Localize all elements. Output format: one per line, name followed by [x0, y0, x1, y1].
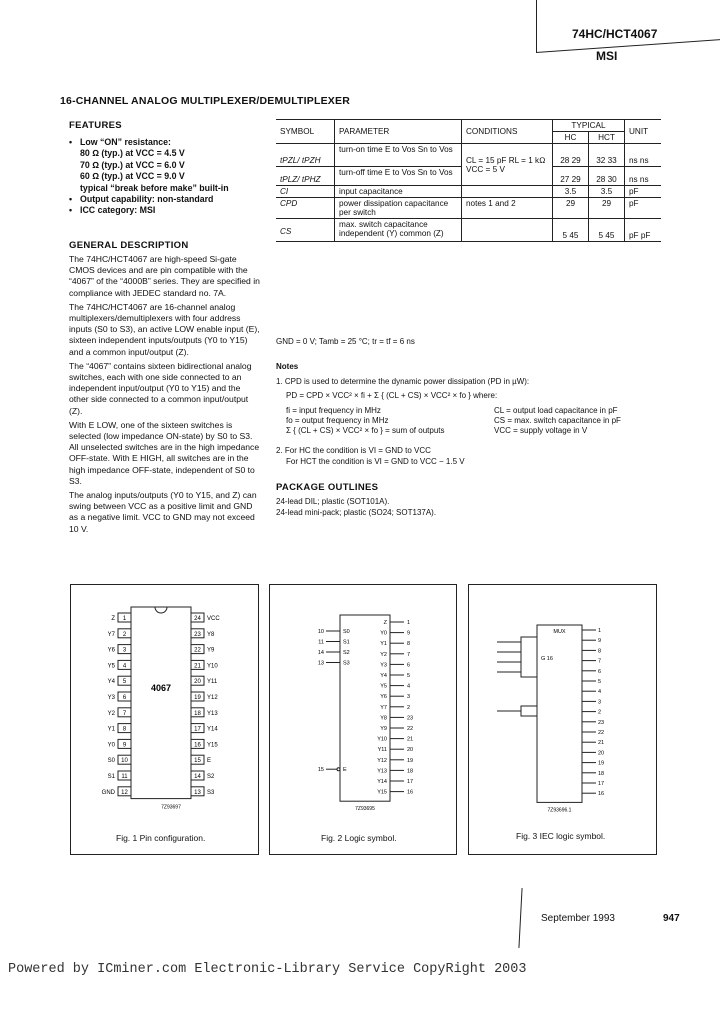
- general-heading: GENERAL DESCRIPTION: [69, 240, 189, 251]
- description-paragraph: The 74HC/HCT4067 are 16-channel analog multiplexers/demultiplexers with four address inputs (S0 to S3), an active LOW enable input (E), sixteen independent inputs/outputs (Y0 to Y15) and a common input/output (Z).: [69, 301, 260, 357]
- fig3-iec-symbol: [469, 585, 654, 815]
- table-cell: input capacitance: [335, 186, 462, 198]
- pin-label: S0: [107, 758, 115, 765]
- input-label: S0: [343, 629, 350, 635]
- table-row: [276, 186, 661, 198]
- output-pin-number: 9: [598, 638, 602, 645]
- table-cell: 28 30: [589, 167, 625, 186]
- mux-block: [537, 625, 582, 802]
- output-pin-number: 21: [407, 736, 414, 743]
- table-cell: pF: [629, 199, 639, 208]
- general-description: [69, 254, 261, 535]
- output-pin-number: 6: [407, 662, 411, 669]
- pin-number: 15: [194, 758, 201, 765]
- note-defs-left: [286, 406, 486, 436]
- output-label: Y1: [380, 641, 387, 648]
- enable-label: E: [343, 767, 347, 774]
- input-pin-number: 10: [317, 629, 324, 635]
- pin-number: 5: [122, 679, 127, 686]
- output-pin-number: 23: [407, 715, 414, 722]
- input-label: S2: [343, 650, 350, 656]
- pin-number: 9: [122, 742, 127, 749]
- pin-number: 2: [122, 631, 127, 638]
- pin-label: Y8: [207, 631, 215, 638]
- pin-label: Y3: [107, 695, 115, 701]
- pin-number: 7: [122, 710, 127, 717]
- table-cell: [462, 186, 553, 198]
- pin-label: S1: [107, 774, 115, 780]
- def-line: VCC = supply voltage in V: [494, 426, 588, 435]
- pin-label: Y1: [107, 726, 115, 733]
- output-pin-number: 16: [407, 789, 414, 796]
- pin-label: Y5: [107, 663, 115, 670]
- features-list: [69, 137, 269, 217]
- output-label: Y13: [377, 768, 387, 775]
- output-pin-number: 2: [407, 704, 411, 711]
- table-cell: pF: [629, 187, 639, 196]
- table-cell: tPLZ/ tPHZ: [276, 167, 335, 186]
- table-row: [276, 219, 661, 242]
- table-cell: ns ns: [629, 156, 649, 165]
- pin-label: Y0: [107, 742, 115, 749]
- pin-label: E: [207, 758, 212, 765]
- output-pin-number: 18: [407, 768, 414, 775]
- output-pin-number: 3: [407, 694, 411, 701]
- table-cell: 32 33: [589, 144, 625, 167]
- feature-item: typical “break before make” built-in: [80, 182, 229, 193]
- pin-number: 19: [194, 695, 201, 701]
- table-cell: 29: [589, 198, 625, 219]
- output-label: Y10: [377, 736, 387, 743]
- table-cell: CS: [276, 219, 335, 242]
- inner-label: G 16: [541, 656, 553, 662]
- col-unit: UNIT: [629, 127, 649, 136]
- output-pin-number: 19: [407, 757, 414, 764]
- col-hc: HC: [553, 132, 589, 144]
- package-line: 24-lead DIL; plastic (SOT101A).: [276, 497, 390, 506]
- table-cell: [462, 219, 553, 242]
- fig1-caption: Fig. 1 Pin configuration.: [116, 833, 206, 843]
- output-label: Y7: [380, 704, 387, 711]
- fig1-pin-diagram: [71, 585, 256, 835]
- pin-label: Y11: [207, 679, 218, 686]
- output-pin-number: 20: [598, 750, 605, 757]
- pin-number: 10: [121, 758, 128, 765]
- pin-label: Y12: [207, 695, 218, 701]
- input-pin-number: 14: [317, 650, 324, 656]
- output-pin-number: 4: [407, 683, 411, 690]
- table-cell: 3.5: [553, 186, 589, 198]
- feature-item: 70 Ω (typ.) at VCC = 6.0 V: [80, 159, 185, 170]
- fig2-logic-symbol: [270, 585, 454, 825]
- input-label: S3: [343, 660, 350, 667]
- table-cell: CL = 15 pF RL = 1 kΩ VCC = 5 V: [462, 144, 553, 186]
- output-pin-number: 23: [598, 719, 605, 726]
- pin-label: S3: [207, 789, 215, 796]
- table-cell: turn-off time E to Vos Sn to Vos: [335, 167, 462, 186]
- col-parameter: PARAMETER: [335, 120, 462, 144]
- pin-number: 14: [194, 774, 201, 780]
- note-2b: For HCT the condition is VI = GND to VCC − 1.5 V: [286, 457, 465, 466]
- pin-number: 24: [194, 616, 201, 622]
- figure-ref: 7Z93697: [161, 804, 181, 811]
- table-cell: pF pF: [629, 231, 651, 240]
- pin-number: 21: [194, 663, 201, 670]
- table-footnote: GND = 0 V; Tamb = 25 °C; tr = tf = 6 ns: [276, 337, 415, 346]
- chip-label: 4067: [150, 682, 172, 693]
- pin-label: GND: [101, 789, 115, 796]
- mux-label: MUX: [553, 629, 566, 635]
- output-pin-number: 21: [598, 740, 605, 747]
- output-pin-number: 4: [598, 689, 602, 696]
- table-cell: notes 1 and 2: [462, 198, 553, 219]
- pin-number: 11: [121, 774, 128, 780]
- pin-number: 6: [122, 695, 127, 701]
- feature-item: 60 Ω (typ.) at VCC = 9.0 V: [80, 171, 185, 182]
- output-label: Y15: [377, 789, 387, 796]
- note-defs-right: [494, 406, 664, 436]
- address-block: [521, 637, 537, 677]
- table-cell: power dissipation capacitance per switch: [335, 198, 462, 219]
- output-label: Y4: [380, 673, 387, 679]
- pin-label: Y10: [207, 663, 218, 670]
- pin-label: Y13: [207, 710, 218, 717]
- pin-label: Z: [111, 616, 115, 622]
- output-pin-number: 8: [407, 641, 411, 648]
- feature-item: 80 Ω (typ.) at VCC = 4.5 V: [80, 148, 185, 159]
- enable-block: [521, 706, 537, 716]
- package-heading: PACKAGE OUTLINES: [276, 482, 379, 493]
- output-label: Y11: [377, 747, 387, 754]
- note-2a: 2. For HC the condition is VI = GND to VCC: [276, 446, 431, 455]
- output-pin-number: 20: [407, 747, 414, 754]
- col-typical: TYPICAL: [553, 120, 625, 132]
- output-pin-number: 17: [407, 779, 414, 785]
- def-line: CL = output load capacitance in pF: [494, 406, 618, 415]
- chip-notch: [155, 607, 167, 613]
- pin-label: VCC: [207, 616, 220, 622]
- col-conditions: CONDITIONS: [462, 120, 553, 144]
- pin-label: Y15: [207, 742, 218, 749]
- table-cell: ns ns: [629, 175, 649, 184]
- pin-label: Y6: [107, 647, 115, 654]
- table-cell: 3.5: [589, 186, 625, 198]
- features-heading: FEATURES: [69, 120, 122, 131]
- output-pin-number: 18: [598, 770, 605, 777]
- pin-number: 1: [122, 616, 127, 622]
- pin-label: Y4: [107, 679, 115, 686]
- feature-item: • Output capability: non-standard: [69, 194, 269, 205]
- figure-ref: 7Z93696.1: [547, 807, 572, 814]
- output-label: Y12: [377, 757, 387, 764]
- def-line: fi = input frequency in MHz: [286, 406, 381, 415]
- footer-date: September 1993: [541, 913, 615, 924]
- table-row: [276, 144, 661, 167]
- pin-number: 13: [194, 789, 201, 796]
- def-line: CS = max. switch capacitance in pF: [494, 416, 621, 425]
- pin-number: 8: [122, 726, 127, 733]
- output-pin-number: 9: [407, 630, 411, 637]
- description-paragraph: The “4067” contains sixteen bidirectional analog switches, each with one side connected to an independent input/output (Y0 to Y15) and the other side connected to a common input/output (Z).: [69, 360, 252, 416]
- quick-reference-table: [276, 119, 661, 242]
- table-cell: 29: [553, 198, 589, 219]
- col-symbol: SYMBOL: [276, 120, 335, 144]
- output-label: Y9: [380, 726, 387, 732]
- output-label: Y5: [380, 683, 387, 690]
- pin-label: Y14: [207, 726, 218, 733]
- note-1: 1. CPD is used to determine the dynamic power dissipation (PD in µW):: [276, 377, 530, 386]
- def-line: Σ { (CL + CS) × VCC² × fo } = sum of outputs: [286, 426, 445, 435]
- figure-ref: 7Z93695: [355, 806, 375, 813]
- page-number: 947: [663, 913, 680, 924]
- page-title: 16-CHANNEL ANALOG MULTIPLEXER/DEMULTIPLEXER: [60, 95, 350, 107]
- notes-heading: Notes: [276, 362, 299, 371]
- package-line: 24-lead mini-pack; plastic (SO24; SOT137A).: [276, 508, 437, 517]
- pin-number: 18: [194, 710, 201, 717]
- input-pin-number: 13: [317, 660, 324, 667]
- pin-label: Y9: [207, 647, 215, 654]
- header-divider: [536, 0, 537, 52]
- output-pin-number: 2: [598, 709, 602, 716]
- pin-number: 22: [194, 647, 201, 654]
- output-pin-number: 22: [407, 726, 414, 732]
- pin-number: 3: [122, 647, 127, 654]
- enable-pin-number: 15: [317, 767, 324, 774]
- output-label: Y3: [380, 662, 387, 669]
- output-pin-number: 3: [598, 699, 602, 706]
- output-pin-number: 5: [407, 673, 411, 679]
- feature-item: • ICC category: MSI: [69, 205, 269, 216]
- table-cell: 28 29: [553, 144, 589, 167]
- output-pin-number: 7: [598, 658, 602, 665]
- table-cell: tPZL/ tPZH: [276, 144, 335, 167]
- table-cell: max. switch capacitance independent (Y) common (Z): [335, 219, 462, 242]
- pin-label: Y7: [107, 631, 115, 638]
- description-paragraph: The analog inputs/outputs (Y0 to Y15, and Z) can swing between VCC as a positive limit and GND as a negative limit. VCC to GND may not exceed 10 V.: [69, 490, 257, 534]
- output-pin-number: 22: [598, 730, 605, 736]
- pin-number: 12: [121, 789, 128, 796]
- output-pin-number: 8: [598, 648, 602, 655]
- input-pin-number: 11: [318, 639, 324, 646]
- input-label: S1: [343, 639, 350, 646]
- output-pin-number: 5: [598, 679, 602, 685]
- part-number: 74HC/HCT4067: [572, 27, 658, 41]
- col-hct: HCT: [589, 132, 625, 144]
- output-pin-number: 1: [407, 620, 411, 626]
- description-paragraph: With E LOW, one of the sixteen switches is selected (low impedance ON-state) by S0 to S3. All unselected switches are in the high impedance OFF-state. With E HIGH, all switches are in the high impedance OFF-state, independent of S0 to S3.: [69, 419, 260, 486]
- table-row: [276, 198, 661, 219]
- output-label: Y2: [380, 651, 387, 658]
- table-cell: 27 29: [553, 167, 589, 186]
- pin-number: 17: [194, 726, 201, 733]
- output-pin-number: 19: [598, 760, 605, 767]
- copyright-line: Powered by ICminer.com Electronic-Library Service CopyRight 2003: [8, 962, 527, 977]
- pin-number: 23: [194, 631, 201, 638]
- table-cell: 5 45: [553, 219, 589, 242]
- output-pin-number: 17: [598, 781, 605, 787]
- def-line: fo = output frequency in MHz: [286, 416, 389, 425]
- output-label: Y6: [380, 694, 387, 701]
- pin-number: 4: [122, 663, 127, 670]
- output-label: Z: [383, 620, 387, 626]
- output-pin-number: 7: [407, 651, 411, 658]
- pin-label: Y2: [107, 710, 115, 717]
- fig2-caption: Fig. 2 Logic symbol.: [321, 833, 397, 843]
- table-cell: 5 45: [589, 219, 625, 242]
- table-cell: CI: [276, 186, 335, 198]
- note-formula: PD = CPD × VCC² × fi + Σ { (CL + CS) × VCC² × fo } where:: [286, 391, 498, 400]
- fig3-caption: Fig. 3 IEC logic symbol.: [516, 831, 606, 841]
- pin-number: 20: [194, 679, 201, 686]
- category-label: MSI: [596, 49, 618, 63]
- feature-item: • Low “ON” resistance:: [69, 137, 269, 148]
- output-pin-number: 16: [598, 791, 605, 798]
- output-label: Y8: [380, 715, 387, 722]
- chip-body: [131, 607, 191, 799]
- pin-number: 16: [194, 742, 201, 749]
- output-pin-number: 1: [598, 628, 602, 634]
- table-cell: turn-on time E to Vos Sn to Vos: [335, 144, 462, 167]
- pin-label: S2: [207, 774, 215, 780]
- output-label: Y0: [380, 630, 387, 637]
- output-pin-number: 6: [598, 668, 602, 675]
- description-paragraph: The 74HC/HCT4067 are high-speed Si-gate CMOS devices and are pin compatible with the “4067” of the “4000B” series. They are specified in compliance with JEDEC standard no. 7A.: [69, 254, 260, 298]
- output-label: Y14: [377, 779, 387, 785]
- footer-divider: [518, 888, 522, 948]
- table-cell: CPD: [276, 198, 335, 219]
- enable-bubble: [337, 768, 340, 771]
